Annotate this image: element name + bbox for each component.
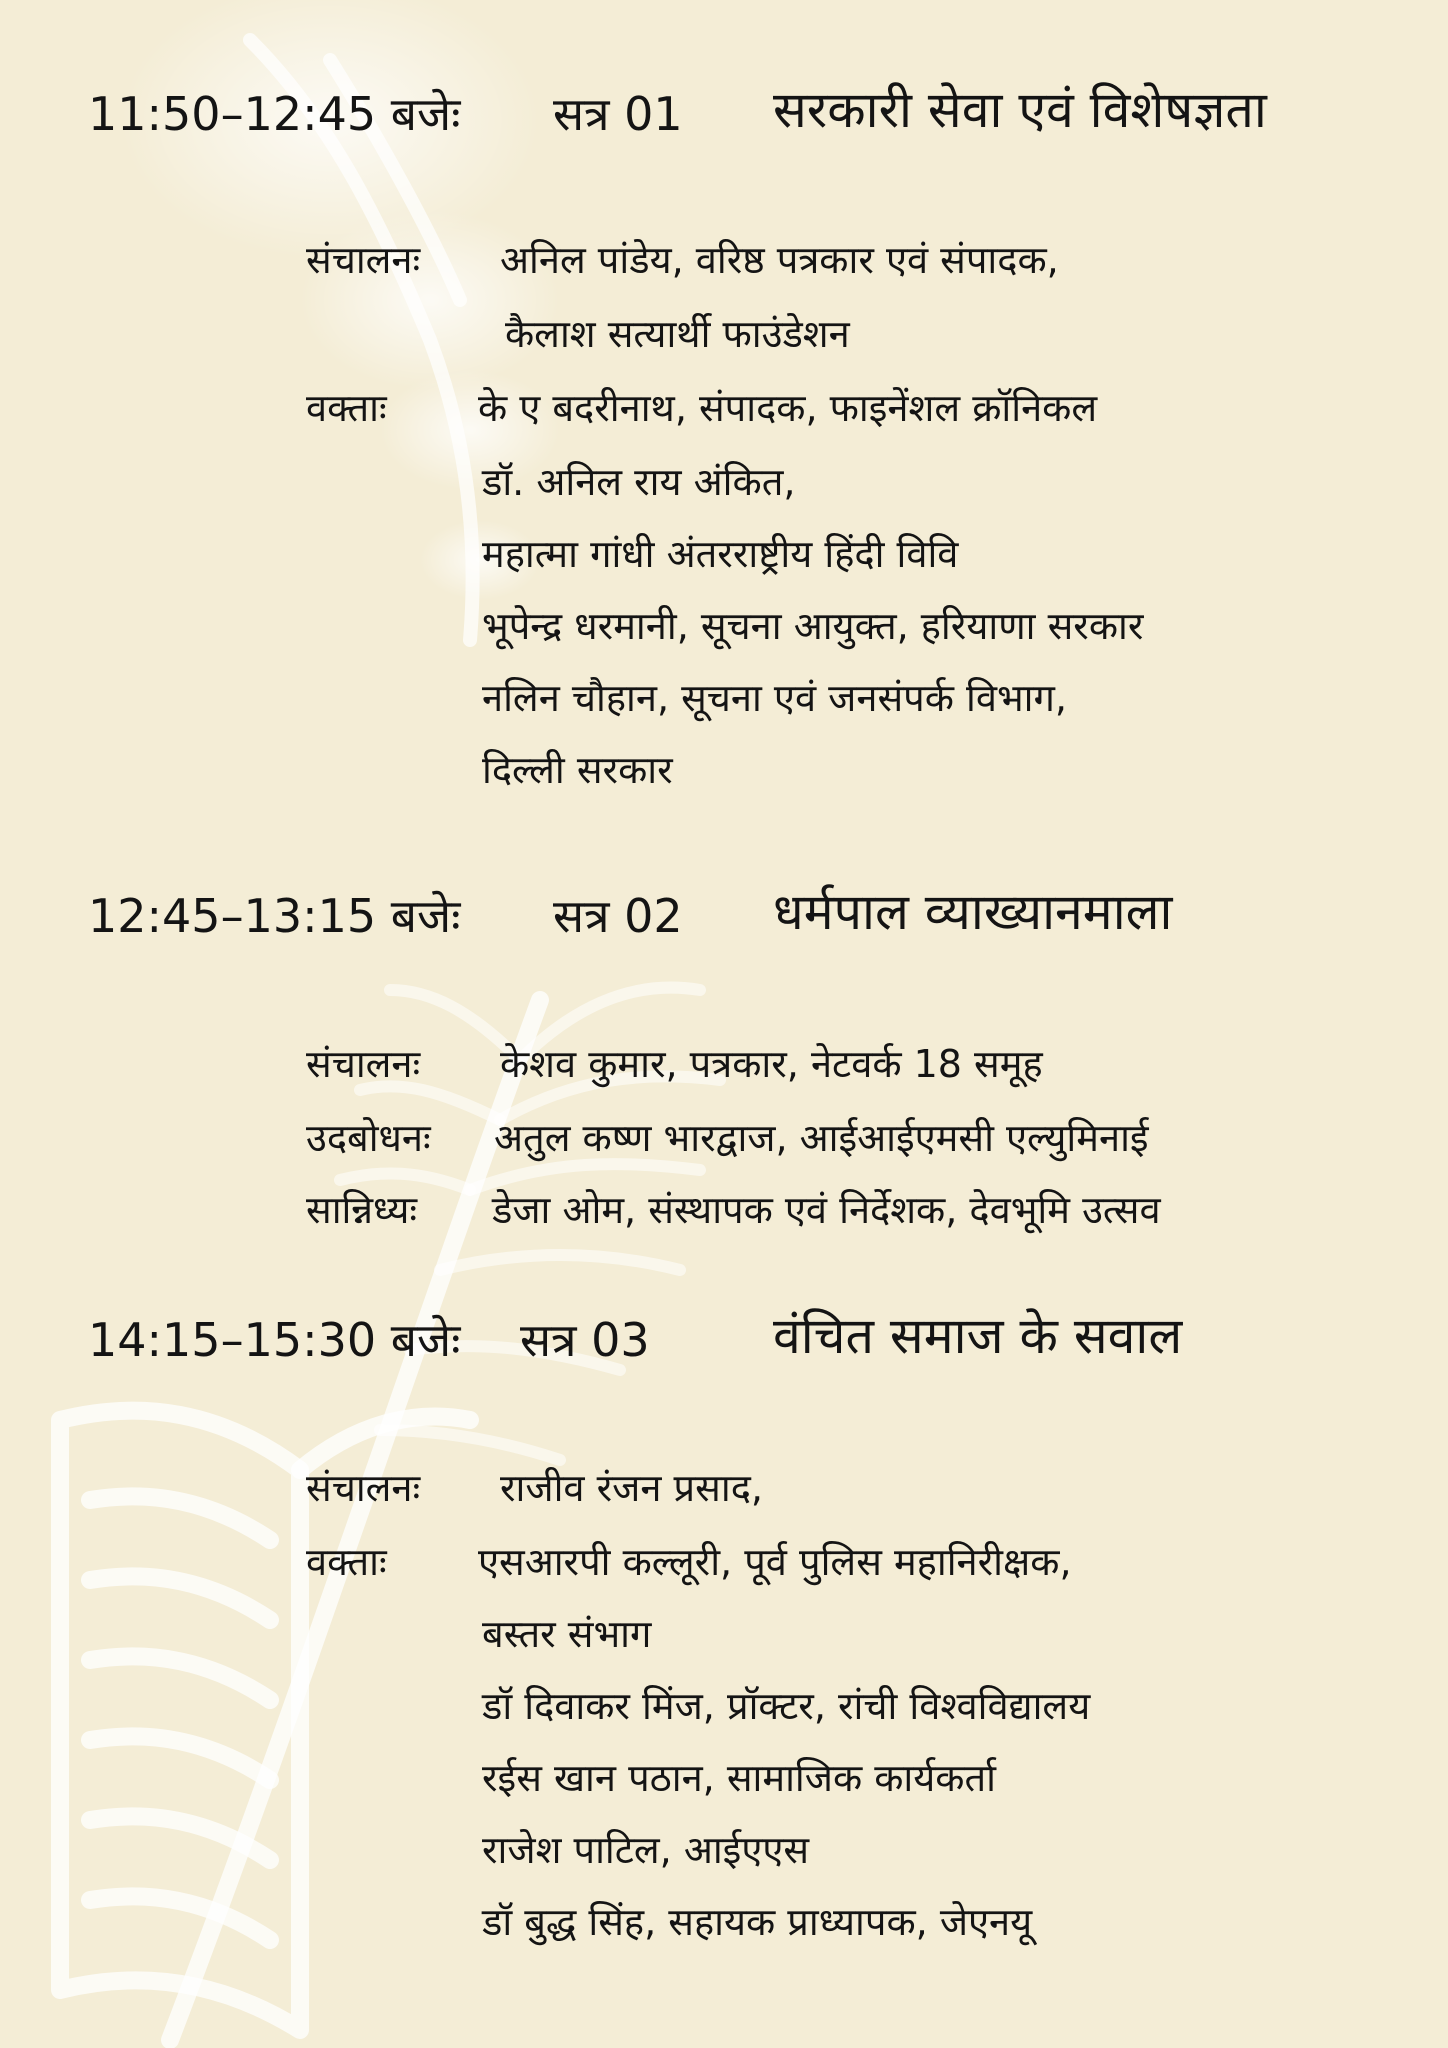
session-03-heading: [88, 1307, 1428, 1370]
session-02-heading: [88, 883, 1428, 946]
speaker-entry: राजेश पाटिल, आईएएस: [482, 1828, 810, 1872]
session-label: सत्र 02: [553, 889, 683, 943]
moderator-name: केशव कुमार, पत्रकार, नेटवर्क 18 समूह: [500, 1042, 1043, 1086]
session-title: सरकारी सेवा एवं विशेषज्ञता: [773, 81, 1267, 139]
moderator-name: अनिल पांडेय, वरिष्ठ पत्रकार एवं संपादक,: [500, 238, 1059, 282]
speakers-label: वक्ताः: [306, 1540, 387, 1584]
session-label: सत्र 03: [520, 1313, 650, 1367]
moderator-label: संचालनः: [306, 1042, 421, 1086]
speaker-entry: एसआरपी कल्लूरी, पूर्व पुलिस महानिरीक्षक,: [478, 1540, 1072, 1584]
speaker-entry: महात्मा गांधी अंतरराष्ट्रीय हिंदी विवि: [482, 532, 959, 576]
session-time: 14:15–15:30 बजेः: [88, 1313, 461, 1367]
presence-guest: डेजा ओम, संस्थापक एवं निर्देशक, देवभूमि उत्सव: [492, 1188, 1161, 1232]
speaker-entry: डॉ दिवाकर मिंज, प्रॉक्टर, रांची विश्वविद्यालय: [482, 1684, 1091, 1728]
moderator-name: राजीव रंजन प्रसाद,: [500, 1466, 763, 1510]
speaker-entry: रईस खान पठान, सामाजिक कार्यकर्ता: [482, 1756, 996, 1800]
presence-label: सान्निध्यः: [306, 1188, 418, 1232]
speaker-entry: भूपेन्द्र धरमानी, सूचना आयुक्त, हरियाणा सरकार: [482, 604, 1144, 648]
session-time: 11:50–12:45 बजेः: [88, 87, 461, 141]
speaker-entry: डॉ बुद्ध सिंह, सहायक प्राध्यापक, जेएनयू: [482, 1900, 1033, 1944]
session-label: सत्र 01: [553, 87, 683, 141]
keynote-speaker: अतुल कष्ण भारद्वाज, आईआईएमसी एल्युमिनाई: [494, 1116, 1149, 1160]
session-title: धर्मपाल व्याख्यानमाला: [773, 883, 1173, 941]
speakers-label: वक्ताः: [306, 386, 387, 430]
session-01-heading: [88, 81, 1428, 144]
speaker-entry: बस्तर संभाग: [482, 1612, 652, 1656]
speaker-entry: डॉ. अनिल राय अंकित,: [482, 460, 796, 504]
speaker-entry: के ए बदरीनाथ, संपादक, फाइनेंशल क्रॉनिकल: [478, 386, 1098, 430]
session-time: 12:45–13:15 बजेः: [88, 889, 461, 943]
keynote-label: उदबोधनः: [306, 1116, 431, 1160]
speaker-entry: नलिन चौहान, सूचना एवं जनसंपर्क विभाग,: [482, 676, 1067, 720]
moderator-label: संचालनः: [306, 1466, 421, 1510]
moderator-affiliation: कैलाश सत्यार्थी फाउंडेशन: [505, 312, 850, 356]
moderator-label: संचालनः: [306, 238, 421, 282]
session-title: वंचित समाज के सवाल: [773, 1307, 1183, 1365]
speaker-entry: दिल्ली सरकार: [482, 748, 673, 792]
